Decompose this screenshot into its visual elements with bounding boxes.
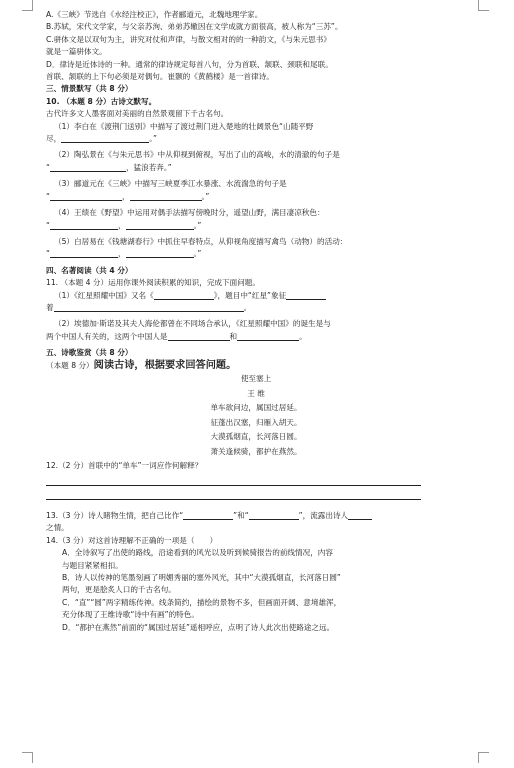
answer-line[interactable] (46, 472, 421, 486)
choice-a[interactable]: A．全诗叙写了出使的路线，沿途看到的风光以及听到候骑报告的前线情况，内容 (62, 548, 333, 558)
option-c-line: 就是一篇骈体文。 (46, 47, 107, 57)
text-fragment: 着 (46, 302, 54, 312)
poem-line: 单车欲问边，属国过居延。 (210, 403, 302, 413)
text-fragment: “ (46, 191, 50, 201)
answer-blank[interactable] (126, 220, 194, 230)
poem-author: 王 维 (247, 388, 265, 398)
page-corner-mark (22, 752, 33, 763)
option-b-line: B.苏轼，宋代文学家，与父亲苏洵、弟弟苏辙因在文学成就方面很高，被人称为“三苏”。 (46, 22, 343, 32)
page-corner-mark (478, 752, 489, 763)
section-heading: 三、情景默写（共 8 分） (46, 84, 133, 94)
question-text (46, 191, 466, 203)
choice-b[interactable]: B．诗人以传神的笔墨刻画了明媚秀丽的塞外风光，其中“大漠孤烟直，长河落日圆” (62, 572, 341, 582)
document-body (46, 9, 466, 634)
question-text (46, 133, 466, 145)
question-heading: 10. （本题 8 分）古诗文默写。 (46, 96, 157, 106)
question-text (46, 302, 466, 314)
choice-d[interactable]: D．“都护在燕然”前面的“属国过居延”遥相呼应，点明了诗人此次出使路途之远。 (62, 622, 335, 632)
text-fragment: ”，流露出诗人 (298, 510, 349, 520)
answer-line[interactable] (46, 486, 421, 500)
page-corner-mark (478, 0, 489, 11)
text-fragment: 尽， (46, 134, 62, 144)
question-text (46, 331, 466, 343)
text-fragment: ， (121, 191, 130, 201)
answer-blank[interactable] (348, 510, 372, 520)
question-text: （4）王绩在《野望》中运用对偶手法描写傍晚时分，遥望山野，满目凄凉秋色： (54, 208, 325, 218)
points-label: （本题 8 分） (46, 360, 94, 370)
option-d-line: 首联、颔联的上下句必须是对偶句。崔颢的《黄鹤楼》是一首律诗。 (46, 72, 274, 82)
text-fragment: ”和“ (233, 510, 249, 520)
poem-line: 萧关逢候骑，都护在燕然。 (210, 446, 302, 456)
poem-line: 征蓬出汉塞，归雁入胡天。 (210, 417, 302, 427)
text-fragment: （1）《红星照耀中国》又名《 (54, 290, 154, 300)
answer-blank[interactable] (237, 331, 299, 341)
poem-line: 大漠孤烟直，长河落日圆。 (210, 432, 302, 442)
choice-c[interactable]: C．“直”“圆”两字精练传神。线条简约，描绘的景物不多，但画面开阔、意境雄浑， (62, 597, 342, 607)
choice-a-cont: 与题目紧紧相扣。 (62, 560, 123, 570)
text-fragment: 。 (243, 302, 252, 312)
text-fragment: 13.（3 分）诗人睹物生情，把自己比作“ (46, 510, 184, 520)
question-text: （5）白居易在《钱塘湖春行》中抓住早春特点，从仰视角度描写禽鸟（动物）的活动： (54, 236, 348, 246)
question-heading (46, 360, 466, 372)
question-intro: 古代许多文人墨客面对美丽的自然景观留下千古名句。 (46, 109, 229, 119)
section-heading: 五、诗歌鉴赏（共 8 分） (46, 348, 133, 358)
question-text: （2）埃德加·斯诺及其夫人海伦都曾在不同场合承认，《红星照耀中国》的诞生是与 (54, 319, 331, 329)
question-text (46, 248, 466, 260)
answer-blank[interactable] (50, 220, 118, 230)
answer-blank[interactable] (50, 191, 122, 201)
question-text: 之情。 (46, 523, 69, 533)
question-text: （3）郦道元在《三峡》中描写三峡夏季江水暴涨、水流湍急的句子是 (54, 179, 287, 189)
question-heading: 11. （本题 4 分）运用你课外阅读积累的知识，完成下面问题。 (46, 278, 260, 288)
text-fragment: 。” (149, 134, 157, 144)
option-a-line: A.《三峡》节选自《水经注校正》，作者郦道元，北魏地理学家。 (46, 10, 263, 19)
choice-c-cont: 充分体现了王维诗歌“诗中有画”的特色。 (62, 610, 199, 620)
text-fragment: “ (46, 220, 50, 230)
text-fragment: 两个中国人有关的，这两个中国人是 (46, 331, 168, 341)
text-fragment: “ (46, 162, 50, 172)
instruction-text: 阅读古诗，根据要求回答问题。 (93, 359, 237, 371)
text-fragment: ， (117, 220, 126, 230)
answer-blank[interactable] (249, 510, 299, 520)
poem-block (46, 372, 466, 460)
text-fragment: 和 (229, 331, 238, 341)
question-text: （2）陶弘景在《与朱元思书》中从仰视到俯视，写出了山的高峻，水的清澈的句子是 (54, 150, 340, 160)
text-fragment: 》，题目中“红星”象征 (213, 290, 287, 300)
question-text (46, 162, 466, 174)
text-fragment: ， (117, 249, 126, 259)
answer-blank[interactable] (168, 331, 230, 341)
text-fragment: 。” (193, 220, 202, 230)
question-text: 14.（3 分）对这首诗理解不正确的一项是（ ） (46, 535, 218, 545)
text-fragment: “ (46, 249, 50, 259)
question-text (46, 220, 466, 232)
option-d-line: D．律诗是近体诗的一种。通常的律诗规定每首八句，分为首联、颔联、颈联和尾联。 (46, 59, 333, 69)
question-text: 12.（2 分）首联中的“单车”一词应作何解释？ (46, 460, 203, 470)
answer-blank[interactable] (130, 191, 202, 201)
question-text: （1）李白在《渡荆门送别》中描写了渡过荆门进入楚地的壮阔景色“山随平野 (54, 121, 314, 131)
answer-blank[interactable] (61, 133, 149, 143)
answer-blank[interactable] (54, 302, 244, 312)
text-fragment: ，猛浪若奔。” (125, 162, 172, 172)
section-heading: 四、名著阅读（共 4 分） (46, 265, 133, 275)
text-fragment: 。” (193, 249, 202, 259)
answer-blank[interactable] (50, 162, 126, 172)
page-corner-mark (22, 0, 33, 11)
answer-blank[interactable] (286, 290, 326, 300)
question-text (46, 290, 466, 302)
text-fragment: 。 (299, 331, 307, 341)
answer-blank[interactable] (183, 510, 233, 520)
answer-blank[interactable] (126, 248, 194, 258)
text-fragment: 。” (201, 191, 210, 201)
poem-title: 使至塞上 (240, 373, 272, 383)
answer-blank[interactable] (154, 290, 214, 300)
option-c-line: C.骈体文是以双句为主，讲究对仗和声律，与散文相对的的一种韵文，《与朱元思书》 (46, 34, 331, 44)
question-text (46, 510, 466, 522)
choice-b-cont: 两句，更是脍炙人口的千古名句。 (62, 585, 176, 595)
answer-blank[interactable] (50, 248, 118, 258)
